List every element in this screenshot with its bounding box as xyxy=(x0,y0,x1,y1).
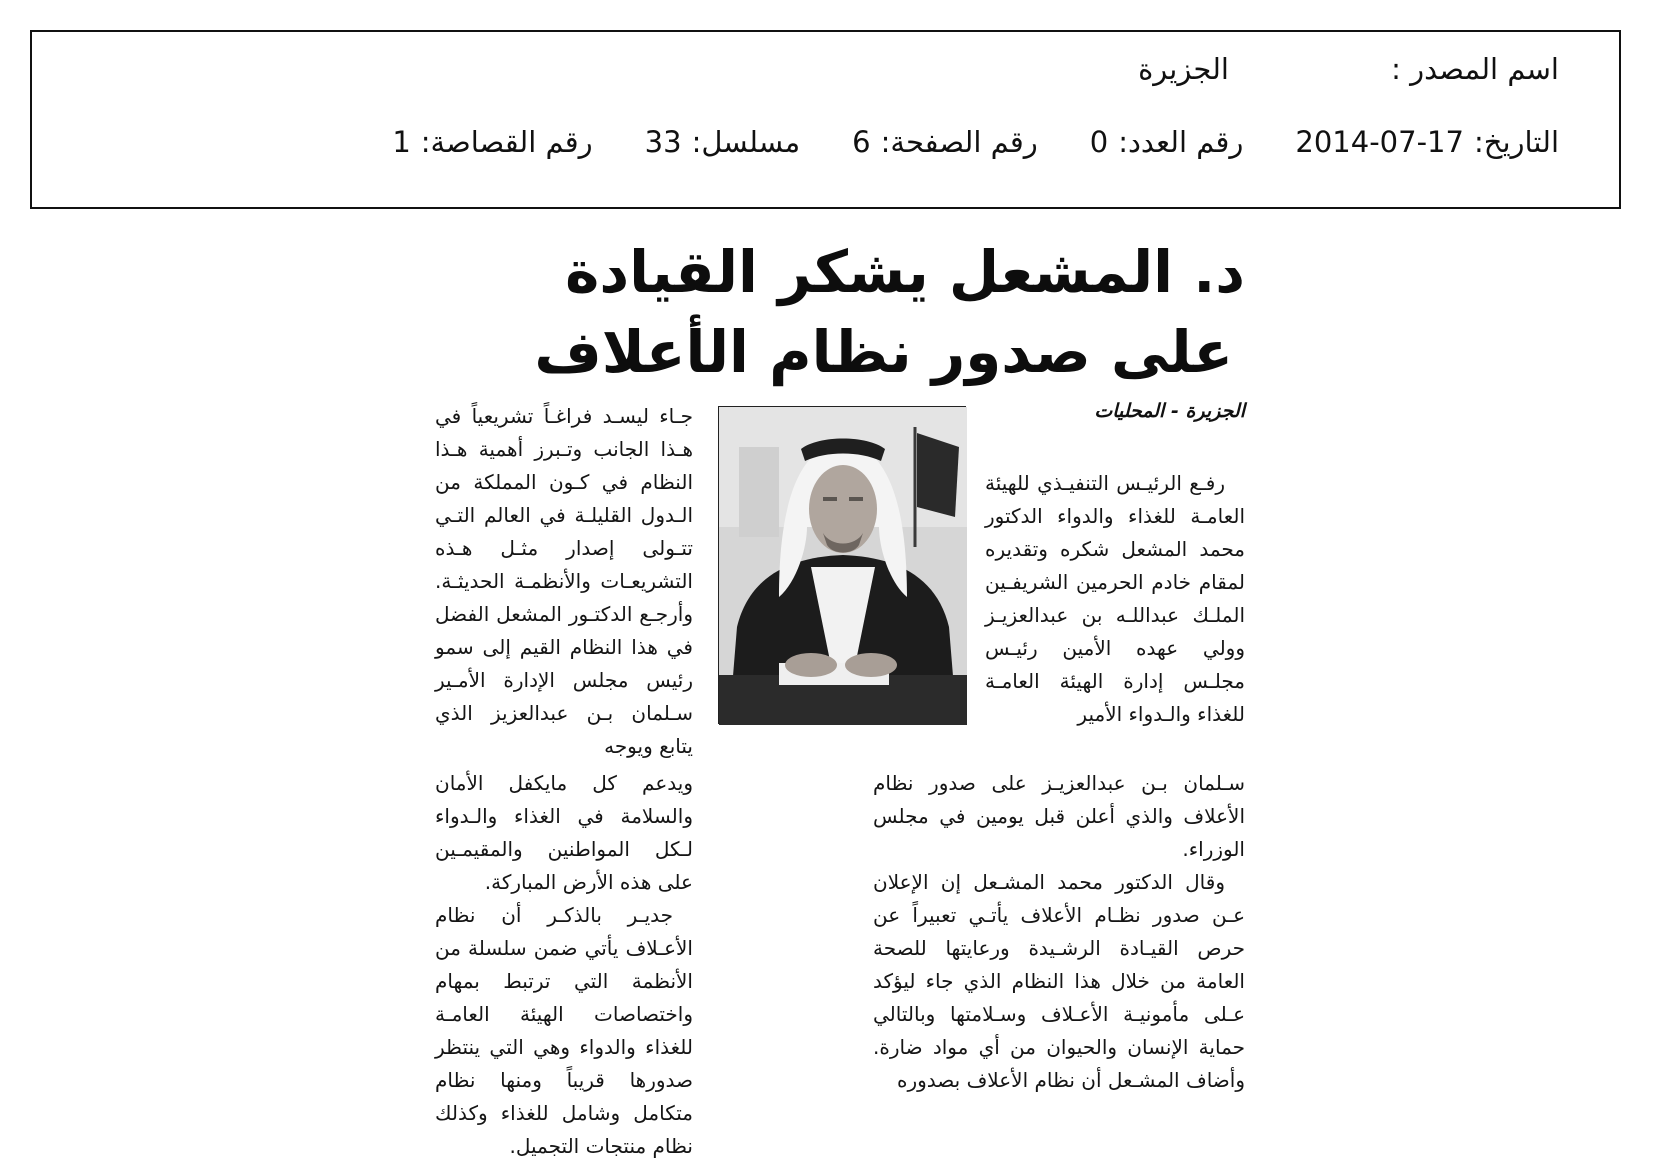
serial-label: مسلسل: xyxy=(691,125,801,159)
headline-line-2: على صدور نظام الأعلاف xyxy=(534,318,1233,386)
metadata-row xyxy=(392,125,1559,159)
serial-value: 33 xyxy=(644,125,682,159)
byline: الجزيرة - المحليات xyxy=(1094,400,1245,422)
article-column-right-top xyxy=(985,467,1245,731)
issue-field xyxy=(1090,125,1244,159)
article-column-left-top xyxy=(435,400,693,763)
paragraph: سـلمان بـن عبدالعزيـز على صدور نظام الأعلاف والذي أعلن قبل يومين في مجلس الوزراء. xyxy=(873,771,1245,861)
source-label: اسم المصدر : xyxy=(1391,52,1559,86)
paragraph: وقال الدكتور محمد المشـعل إن الإعلان عـن صدور نظـام الأعلاف يأتـي تعبيراً عن حرص القيـادة الرشـيدة ورعايتها للصحة العامة من خلال هذا النظام الذي جاء ليؤكد عـلى مأمونيـة الأعـلاف وسـلامتها وبالتالي حماية الإنسان والحيوان من أي مواد ضارة. وأضاف المشـعل أن نظام الأعلاف بصدوره xyxy=(873,870,1245,1092)
article-column-left-bottom xyxy=(435,767,693,1163)
issue-value: 0 xyxy=(1089,125,1109,159)
paragraph: رفـع الرئيـس التنفيـذي للهيئة العامـة للغذاء والدواء الدكتور محمد المشعل شكره وتقديره لمقام خادم الحرمين الشريفـين الملـك عبداللـه بن عبدالعزيـز وولي عهده الأمين رئيـس مجلـس إدارة الهيئة العامـة للغذاء والـدواء الأمير xyxy=(985,471,1245,726)
clipping-label: رقم القصاصة: xyxy=(420,125,593,159)
date-value: 2014-07-17 xyxy=(1295,125,1464,159)
paragraph: جـاء ليسـد فراغـاً تشريعياً في هـذا الجانب وتـبرز أهمية هـذا النظام في كـون المملكة من الـدول القليلـة في العالم التـي تتـولى إصدار مثـل هـذه التشريعـات والأنظمـة الحديثـة. وأرجـع الدكتـور المشعل الفضل في هذا النظام القيم إلى سمو رئيس مجلس الإدارة الأمـير سـلمان بـن عبدالعزيز الذي يتابع ويوجه xyxy=(435,404,693,758)
date-field xyxy=(1295,125,1559,159)
date-label: التاريخ: xyxy=(1473,125,1559,159)
article-column-right-bottom xyxy=(873,767,1245,1097)
paragraph: جديـر بالذكـر أن نظام الأعـلاف يأتي ضمن سلسلة من الأنظمة التي ترتبط بمهام واختصاصات الهيئة العامـة للغذاء والدواء وهي التي ينتظر صدورها قريباً ومنها نظام متكامل وشامل للغذاء وكذلك نظام منتجات التجميل. xyxy=(435,903,693,1158)
issue-label: رقم العدد: xyxy=(1118,125,1244,159)
page-field xyxy=(852,125,1038,159)
source-value: الجزيرة xyxy=(1138,52,1229,86)
article-photo xyxy=(718,406,966,724)
paragraph: ويدعم كل مايكفل الأمان والسلامة في الغذاء والـدواء لـكل المواطنين والمقيمـين على هذه الأرض المباركة. xyxy=(435,771,693,894)
portrait-image xyxy=(719,407,967,725)
page-value: 6 xyxy=(852,125,871,159)
page-label: رقم الصفحة: xyxy=(880,125,1038,159)
headline-line-1: د. المشعل يشكر القيادة xyxy=(565,238,1245,306)
serial-field xyxy=(645,125,801,159)
source-info-box xyxy=(30,30,1621,209)
clipping-field xyxy=(392,125,592,159)
clipping-value: 1 xyxy=(392,125,411,159)
